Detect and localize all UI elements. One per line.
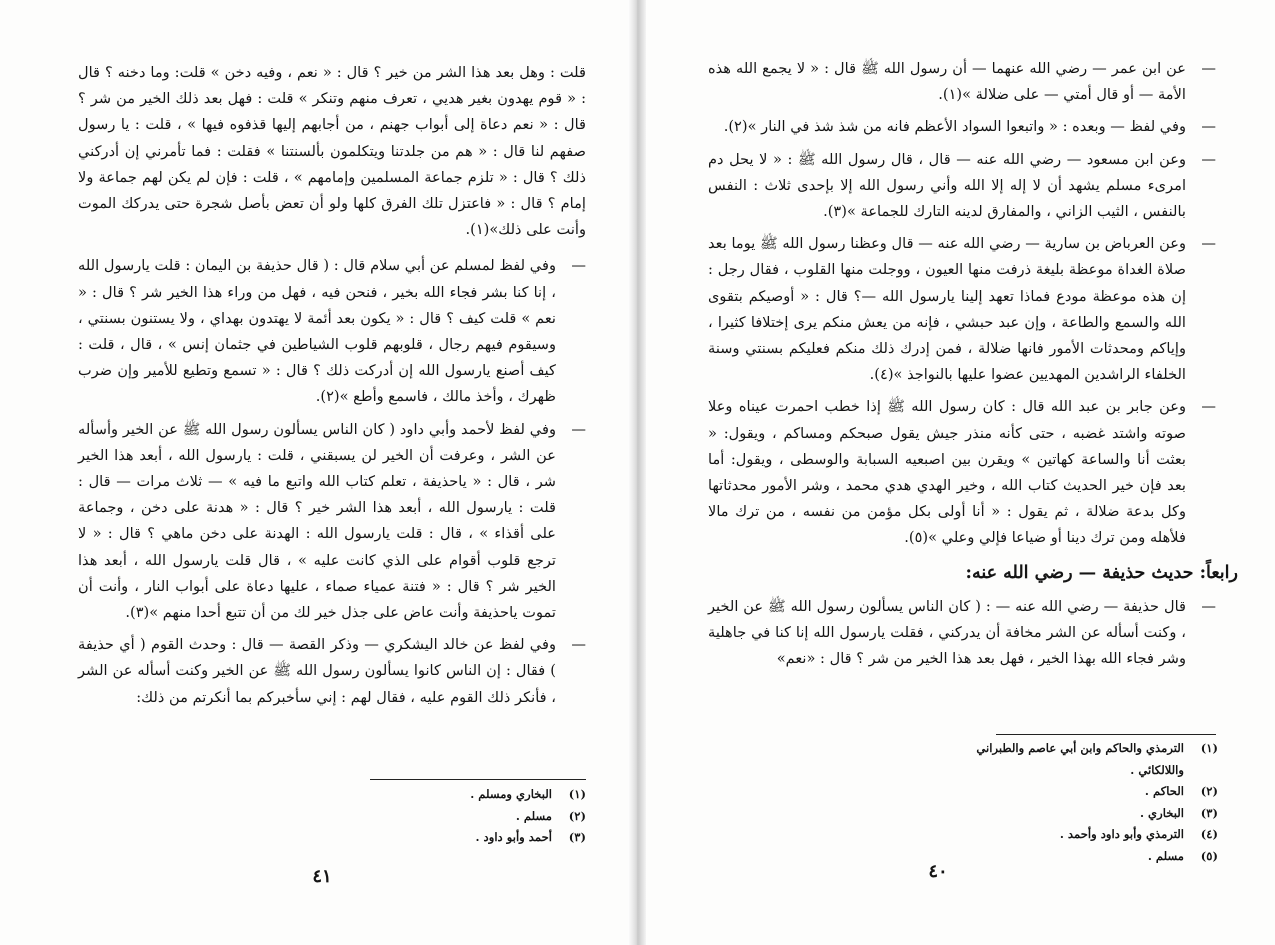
footnote-number: (٥) bbox=[1200, 848, 1218, 863]
footnote bbox=[946, 803, 1218, 825]
left-page bbox=[0, 0, 628, 945]
paragraph: — وعن جابر بن عبد الله قال : كان رسول الله ﷺ إذا خطب احمرت عيناه وعلا صوته واشتد غضبه ، حتى كأنه منذر جيش يقول صبحكم ومساكم ، ويقول: « بعثت أنا والساعة كهاتين » ويقرن بين اصبعيه السبابة والوسطى ، ويقول: أما بعد فإن خير الحديث كتاب الله ، وخير الهدي هدي محمد ، وشر الأمور محدثاتها وكل بدعة ضلالة ، ثم يقول : « أنا أولى بكل مؤمن من نفسه ، من ترك مالا فلأهله ومن ترك دينا أو ضياعا فإلي وعلي »(٥). bbox=[708, 394, 1216, 551]
left-page-number: ٤١ bbox=[312, 866, 332, 887]
left-page-body bbox=[78, 60, 586, 717]
right-page bbox=[646, 0, 1275, 945]
footnote bbox=[946, 781, 1218, 803]
footnote-text: مسلم . bbox=[1147, 848, 1184, 863]
footnote-text: مسلم . bbox=[515, 808, 552, 823]
footnote bbox=[330, 806, 586, 828]
footnote-text: الترمذي وأبو داود وأحمد . bbox=[1059, 827, 1184, 842]
paragraph: قلت : وهل بعد هذا الشر من خير ؟ قال : « نعم ، وفيه دخن » قلت: وما دخنه ؟ قال : « قوم يهدون بغير هديي ، تعرف منهم وتنكر » قلت : فهل بعد ذلك الخير من شر ؟ قال : « نعم دعاة إلى أبواب جهنم ، من أجابهم إليها قذفوه فيها » ، قلت : يا رسول صفهم لنا قال : « هم من جلدتنا ويتكلمون بألسنتنا » فقلت : فما تأمرني إن أدركني ذلك ؟ قال : « تلزم جماعة المسلمين وإمامهم » ، قلت : فإن لم يكن لهم جماعة ولا إمام ؟ قال : « فاعتزل تلك الفرق كلها ولو أن تعض بأصل شجرة حتى يدركك الموت وأنت على ذلك»(١). bbox=[78, 64, 586, 239]
paragraph: — وعن ابن مسعود — رضي الله عنه — قال ، قال رسول الله ﷺ : « لا يحل دم امرىء مسلم يشهد أن لا إله إلا الله وأني رسول الله إلا بإحدى ثلاث : النفس بالنفس ، الثيب الزاني ، والمفارق لدينه التارك للجماعة »(٣). bbox=[708, 147, 1216, 226]
footnote-number: (١) bbox=[568, 787, 586, 801]
paragraph: — وفي لفظ لمسلم عن أبي سلام قال : ( قال حذيفة بن اليمان : قلت يارسول الله ، إنا كنا بشر فجاء الله بخير ، فنحن فيه ، فهل من وراء هذا الخير شر ؟ قال : « نعم » قلت كيف ؟ قال : « يكون بعد أئمة لا يهتدون بهداي ، ولا يستنون بسنتي ، وسيقوم فيهم رجال ، قلوبهم قلوب الشياطين في جثمان إنس » ، قال ، قلت : كيف أصنع يارسول الله إن أدركت ذلك ؟ قال : « تسمع وتطيع للأمير وإن ضرب ظهرك ، وأخذ مالك ، فاسمع وأطع »(٢). bbox=[78, 253, 586, 410]
book-gutter bbox=[628, 0, 646, 945]
paragraph: — قال حذيفة — رضي الله عنه — : ( كان الناس يسألون رسول الله ﷺ عن الخير ، وكنت أسأله عن الشر مخافة أن يدركني ، فقلت يارسول الله إنا كنا في جاهلية وشر فجاء الله بهذا الخير ، فهل بعد هذا الخير من شر ؟ قال : «نعم» bbox=[708, 594, 1216, 673]
paragraph: — وفي لفظ لأحمد وأبي داود ( كان الناس يسألون رسول الله ﷺ عن الخير وأسأله عن الشر ، وعرفت أن الخير لن يسبقني ، قلت : يارسول الله ، أبعد هذا الخير شر ، قال : « ياحذيفة ، تعلم كتاب الله واتبع ما فيه » — ثلاث مرات — قال : قلت : يارسول الله ، أبعد هذا الشر خير ؟ قال : « هدنة على دخن ، وجماعة على أقذاء » ، قال : قلت يارسول الله : الهدنة على دخن ماهي ؟ قال : « لا ترجع قلوب أقوام على الذي كانت عليه » ، قال قلت يارسول الله ، أبعد هذا الخير شر ؟ قال : « فتنة عمياء صماء ، عليها دعاة على أبواب النار ، وأنت أن تموت ياحذيفة وأنت عاض على جذل خير لك من أن تتبع أحدا منهم »(٣). bbox=[78, 417, 586, 627]
footnote-number: (٢) bbox=[568, 808, 586, 823]
footnote-text: البخاري . bbox=[1139, 805, 1184, 820]
footnote-text: أحمد وأبو داود . bbox=[475, 830, 552, 845]
footnote-text: الحاكم . bbox=[1144, 784, 1184, 799]
right-page-body bbox=[708, 56, 1238, 678]
paragraph: — وفي لفظ — وبعده : « واتبعوا السواد الأعظم فانه من شذ شذ في النار »(٢). bbox=[708, 114, 1216, 140]
footnote-text: البخاري ومسلم . bbox=[470, 787, 552, 801]
footnote-text: الترمذي والحاكم وابن أبي عاصم والطبراني واللالكائي . bbox=[976, 741, 1184, 777]
footnote bbox=[946, 824, 1218, 846]
footnote-rule bbox=[370, 779, 586, 780]
left-footnotes bbox=[330, 784, 586, 849]
section-heading: رابعاً: حديث حذيفة — رضي الله عنه: bbox=[965, 562, 1238, 583]
footnote-number: (٤) bbox=[1200, 827, 1218, 842]
right-footnotes bbox=[946, 738, 1218, 868]
footnote bbox=[330, 827, 586, 849]
paragraph: — وعن العرباض بن سارية — رضي الله عنه — قال وعظنا رسول الله ﷺ يوما بعد صلاة الغداة موعظة بليغة ذرفت منها العيون ، ووجلت منها القلوب ، فقال رجل : إن هذه موعظة مودع فماذا تعهد إلينا يارسول الله —؟ قال : « أوصيكم بتقوى الله والسمع والطاعة ، وإن عبد حبشي ، فإنه من يعش منكم يرى إختلافا كثيرا ، وإياكم ومحدثات الأمور فانها ضلالة ، فمن إدرك ذلك منكم فعليكم بسنتي وسنة الخلفاء الراشدين المهديين عضوا عليها بالنواجذ »(٤). bbox=[708, 231, 1216, 388]
footnote-number: (٣) bbox=[1200, 805, 1218, 820]
footnote-number: (٣) bbox=[568, 830, 586, 845]
right-page-number: ٤٠ bbox=[928, 861, 948, 882]
footnote-number: (٢) bbox=[1200, 784, 1218, 799]
footnote bbox=[330, 784, 586, 806]
footnote-rule bbox=[996, 734, 1216, 735]
footnote-number: (١) bbox=[1200, 741, 1218, 755]
footnote bbox=[946, 738, 1218, 781]
paragraph: — عن ابن عمر — رضي الله عنهما — أن رسول الله ﷺ قال : « لا يجمع الله هذه الأمة — أو قال أمتي — على ضلالة »(١). bbox=[708, 56, 1216, 108]
footnote bbox=[946, 846, 1218, 868]
paragraph: — وفي لفظ عن خالد اليشكري — وذكر القصة — قال : وحدث القوم ( أي حذيفة ) فقال : إن الناس كانوا يسألون رسول الله ﷺ عن الخير وكنت أسأله عن الشر ، فأنكر ذلك القوم عليه ، فقال لهم : إني سأخبركم بما أنكرتم من ذلك: bbox=[78, 632, 586, 711]
